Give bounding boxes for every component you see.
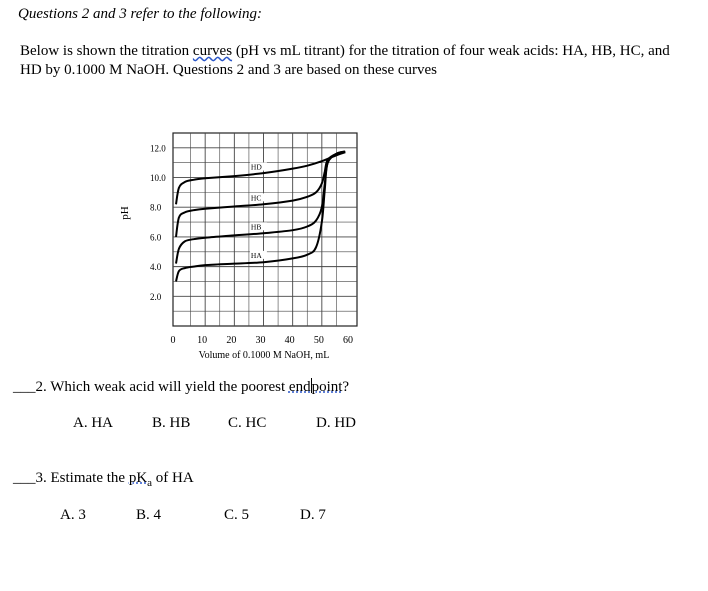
- q3-text: 3. Estimate the: [35, 470, 129, 486]
- q3-pka-subscript: a: [147, 477, 153, 489]
- q3-choice-d[interactable]: D. 7: [300, 507, 326, 523]
- x-tick-label: 60: [343, 335, 353, 346]
- series-label-hd: HD: [250, 162, 262, 172]
- intro-text-2: (pH vs mL titrant) for the titration of four weak acids: HA, HB, HC, and HD by 0.1000 M NaOH. Questions 2 and 3 are based on these curves: [20, 43, 670, 78]
- q3-choice-a[interactable]: A. 3: [60, 507, 86, 523]
- y-axis-label: pH: [119, 206, 131, 220]
- x-tick-label: 40: [284, 335, 295, 346]
- x-tick-label: 0: [170, 335, 176, 346]
- intro-text-1: Below is shown the titration: [20, 43, 193, 59]
- q2-choice-a[interactable]: A. HA: [73, 415, 113, 431]
- q3-choice-c[interactable]: C. 5: [224, 507, 250, 523]
- series-label-ha: HA: [250, 250, 262, 260]
- y-tick-label: 12.0: [150, 143, 166, 154]
- series-label-hb: HB: [250, 222, 262, 232]
- q2-point-word: point: [311, 379, 343, 395]
- question-2: [13, 378, 349, 396]
- q3-pka: [128, 470, 153, 489]
- y-tick-label: 10.0: [150, 173, 166, 184]
- intro-curves-word: curves: [192, 43, 233, 59]
- x-axis-label: Volume of 0.1000 M NaOH, mL: [198, 350, 330, 361]
- q2-choice-d[interactable]: D. HD: [316, 415, 356, 431]
- y-tick-labels: [150, 143, 166, 301]
- q2-text: 2. Which weak acid will yield the poorest: [35, 379, 289, 395]
- q3-choice-b[interactable]: B. 4: [136, 507, 162, 523]
- y-tick-label: 6.0: [150, 232, 162, 243]
- q3-pk: pK: [128, 470, 148, 486]
- q3-answer-blank[interactable]: ___: [13, 470, 36, 486]
- q2-qmark: ?: [342, 379, 350, 395]
- q2-choice-c[interactable]: C. HC: [228, 415, 267, 431]
- y-tick-label: 2.0: [150, 291, 162, 302]
- q2-answer-blank[interactable]: ___: [13, 379, 36, 395]
- series-label-hc: HC: [250, 193, 262, 203]
- x-tick-label: 20: [226, 335, 237, 346]
- x-tick-label: 10: [197, 335, 208, 346]
- q3-text-end: of HA: [152, 470, 194, 486]
- q2-end-word: end: [288, 379, 311, 395]
- x-tick-label: 50: [313, 335, 324, 346]
- question-3: [13, 470, 194, 489]
- y-tick-label: 8.0: [150, 202, 162, 213]
- q2-choice-b[interactable]: B. HB: [152, 415, 191, 431]
- x-tick-labels: [171, 335, 354, 346]
- x-tick-label: 30: [255, 335, 266, 346]
- y-tick-label: 4.0: [150, 262, 162, 273]
- section-heading: Questions 2 and 3 refer to the following:: [18, 6, 263, 22]
